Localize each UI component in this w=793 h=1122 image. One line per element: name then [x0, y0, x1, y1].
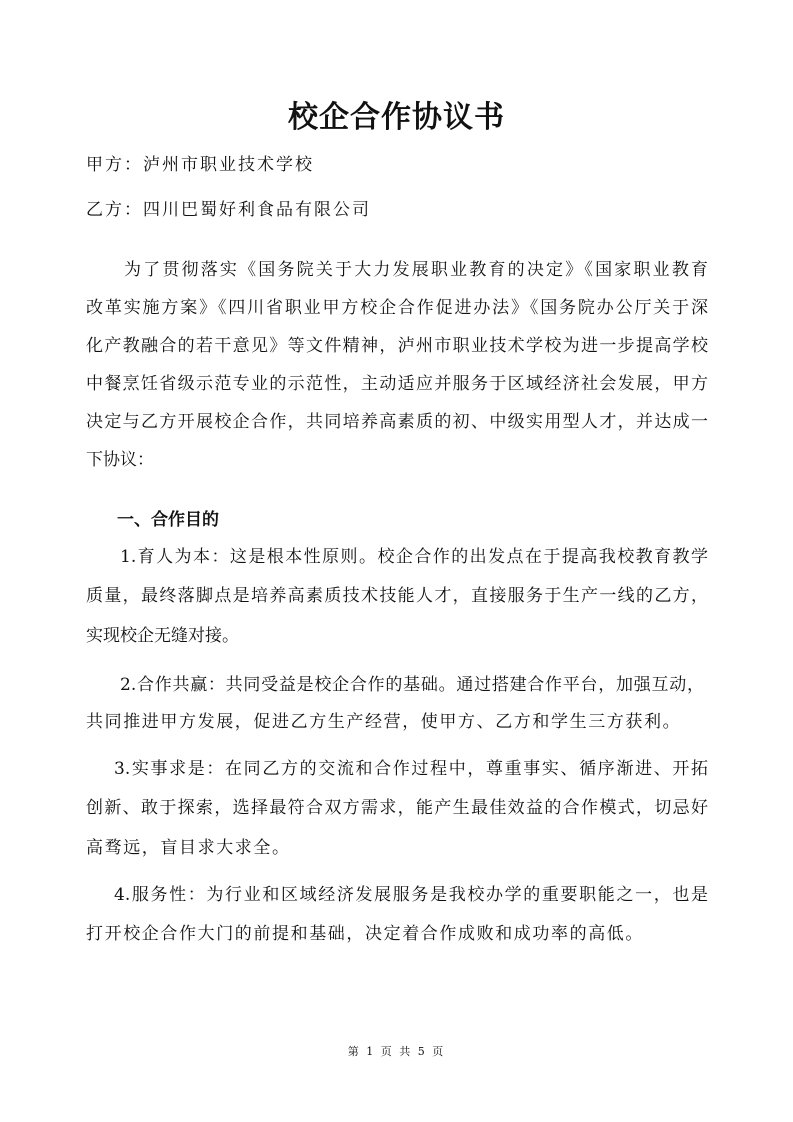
- text-line: 4.服务性：为行业和区域经济发展服务是我校办学的重要职能之一，也是: [114, 885, 708, 905]
- text-line: 改革实施方案》《四川省职业甲方校企合作促进办法》《国务院办公厅关于深: [86, 298, 708, 318]
- text-line: 打开校企合作大门的前提和基础，决定着合作成败和成功率的高低。: [86, 924, 644, 944]
- section-heading: 一、合作目的: [117, 510, 219, 530]
- text-line: 化产教融合的若干意见》等文件精神，泸州市职业技术学校为进一步提高学校: [86, 336, 708, 356]
- text-line: 决定与乙方开展校企合作，共同培养高素质的初、中级实用型人才，并达成一: [86, 412, 708, 432]
- text-line: 高骛远，盲目求大求全。: [86, 838, 291, 858]
- text-line: 1.育人为本：这是根本性原则。校企合作的出发点在于提高我校教育教学: [120, 547, 708, 567]
- party-b: 乙方：四川巴蜀好利食品有限公司: [86, 200, 371, 220]
- text-line: 质量，最终落脚点是培养高素质技术技能人才，直接服务于生产一线的乙方，: [86, 586, 708, 606]
- text-line: 中餐烹饪省级示范专业的示范性，主动适应并服务于区域经济社会发展，甲方: [86, 374, 708, 394]
- document-title: 校企合作协议书: [288, 100, 505, 135]
- text-line: 2.合作共赢：共同受益是校企合作的基础。通过搭建合作平台，加强互动，: [120, 675, 704, 695]
- page-footer: 第 1 页 共 5 页: [347, 1045, 446, 1058]
- party-a: 甲方：泸州市职业技术学校: [86, 155, 314, 175]
- text-line: 创新、敢于探索，选择最符合双方需求，能产生最佳效益的合作模式，切忌好: [86, 798, 708, 818]
- text-line: 3.实事求是：在同乙方的交流和合作过程中，尊重事实、循序渐进、开拓: [114, 759, 708, 779]
- text-line: 实现校企无缝对接。: [86, 626, 239, 646]
- text-line: 为了贯彻落实《国务院关于大力发展职业教育的决定》《国家职业教育: [124, 260, 708, 280]
- text-line: 共同推进甲方发展，促进乙方生产经营，使甲方、乙方和学生三方获利。: [86, 712, 682, 732]
- text-line: 下协议：: [86, 450, 154, 470]
